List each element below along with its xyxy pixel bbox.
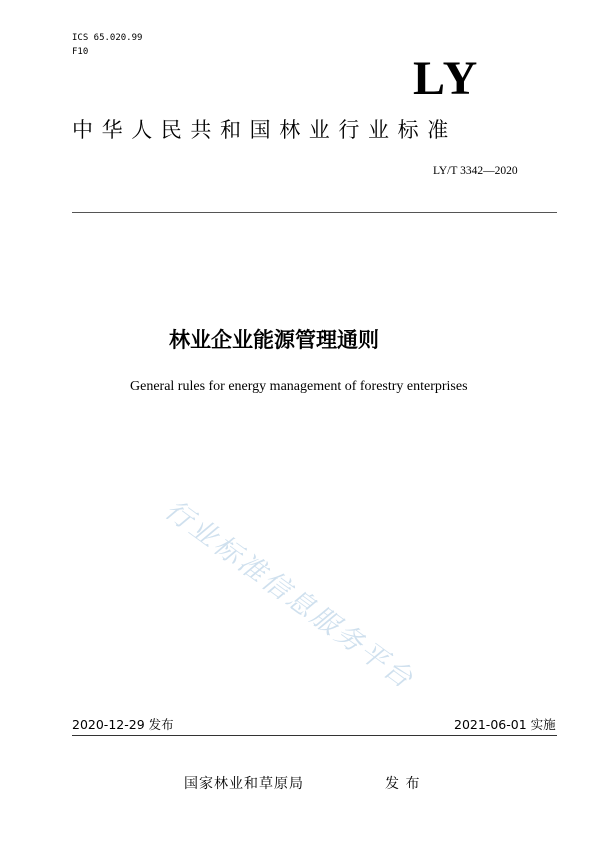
ly-logo: LY	[413, 52, 480, 105]
footer-divider	[72, 735, 557, 736]
watermark: 行业标准信息服务平台	[158, 494, 420, 696]
standard-number: LY/T 3342—2020	[433, 165, 518, 177]
implementation-date: 2021-06-01 实施	[454, 717, 556, 732]
ics-code: ICS 65.020.99	[72, 33, 143, 43]
issue-date: 2020-12-29 发布	[72, 717, 174, 732]
chinese-title: 林业企业能源管理通则	[169, 328, 379, 352]
header-divider	[72, 212, 557, 213]
english-title: General rules for energy management of forestry enterprises	[130, 379, 468, 394]
organization-title: 中华人民共和国林业行业标准	[72, 118, 457, 142]
issuer-name: 国家林业和草原局	[184, 776, 304, 792]
issuer-action: 发 布	[385, 776, 421, 792]
ccs-code: F10	[72, 47, 89, 57]
